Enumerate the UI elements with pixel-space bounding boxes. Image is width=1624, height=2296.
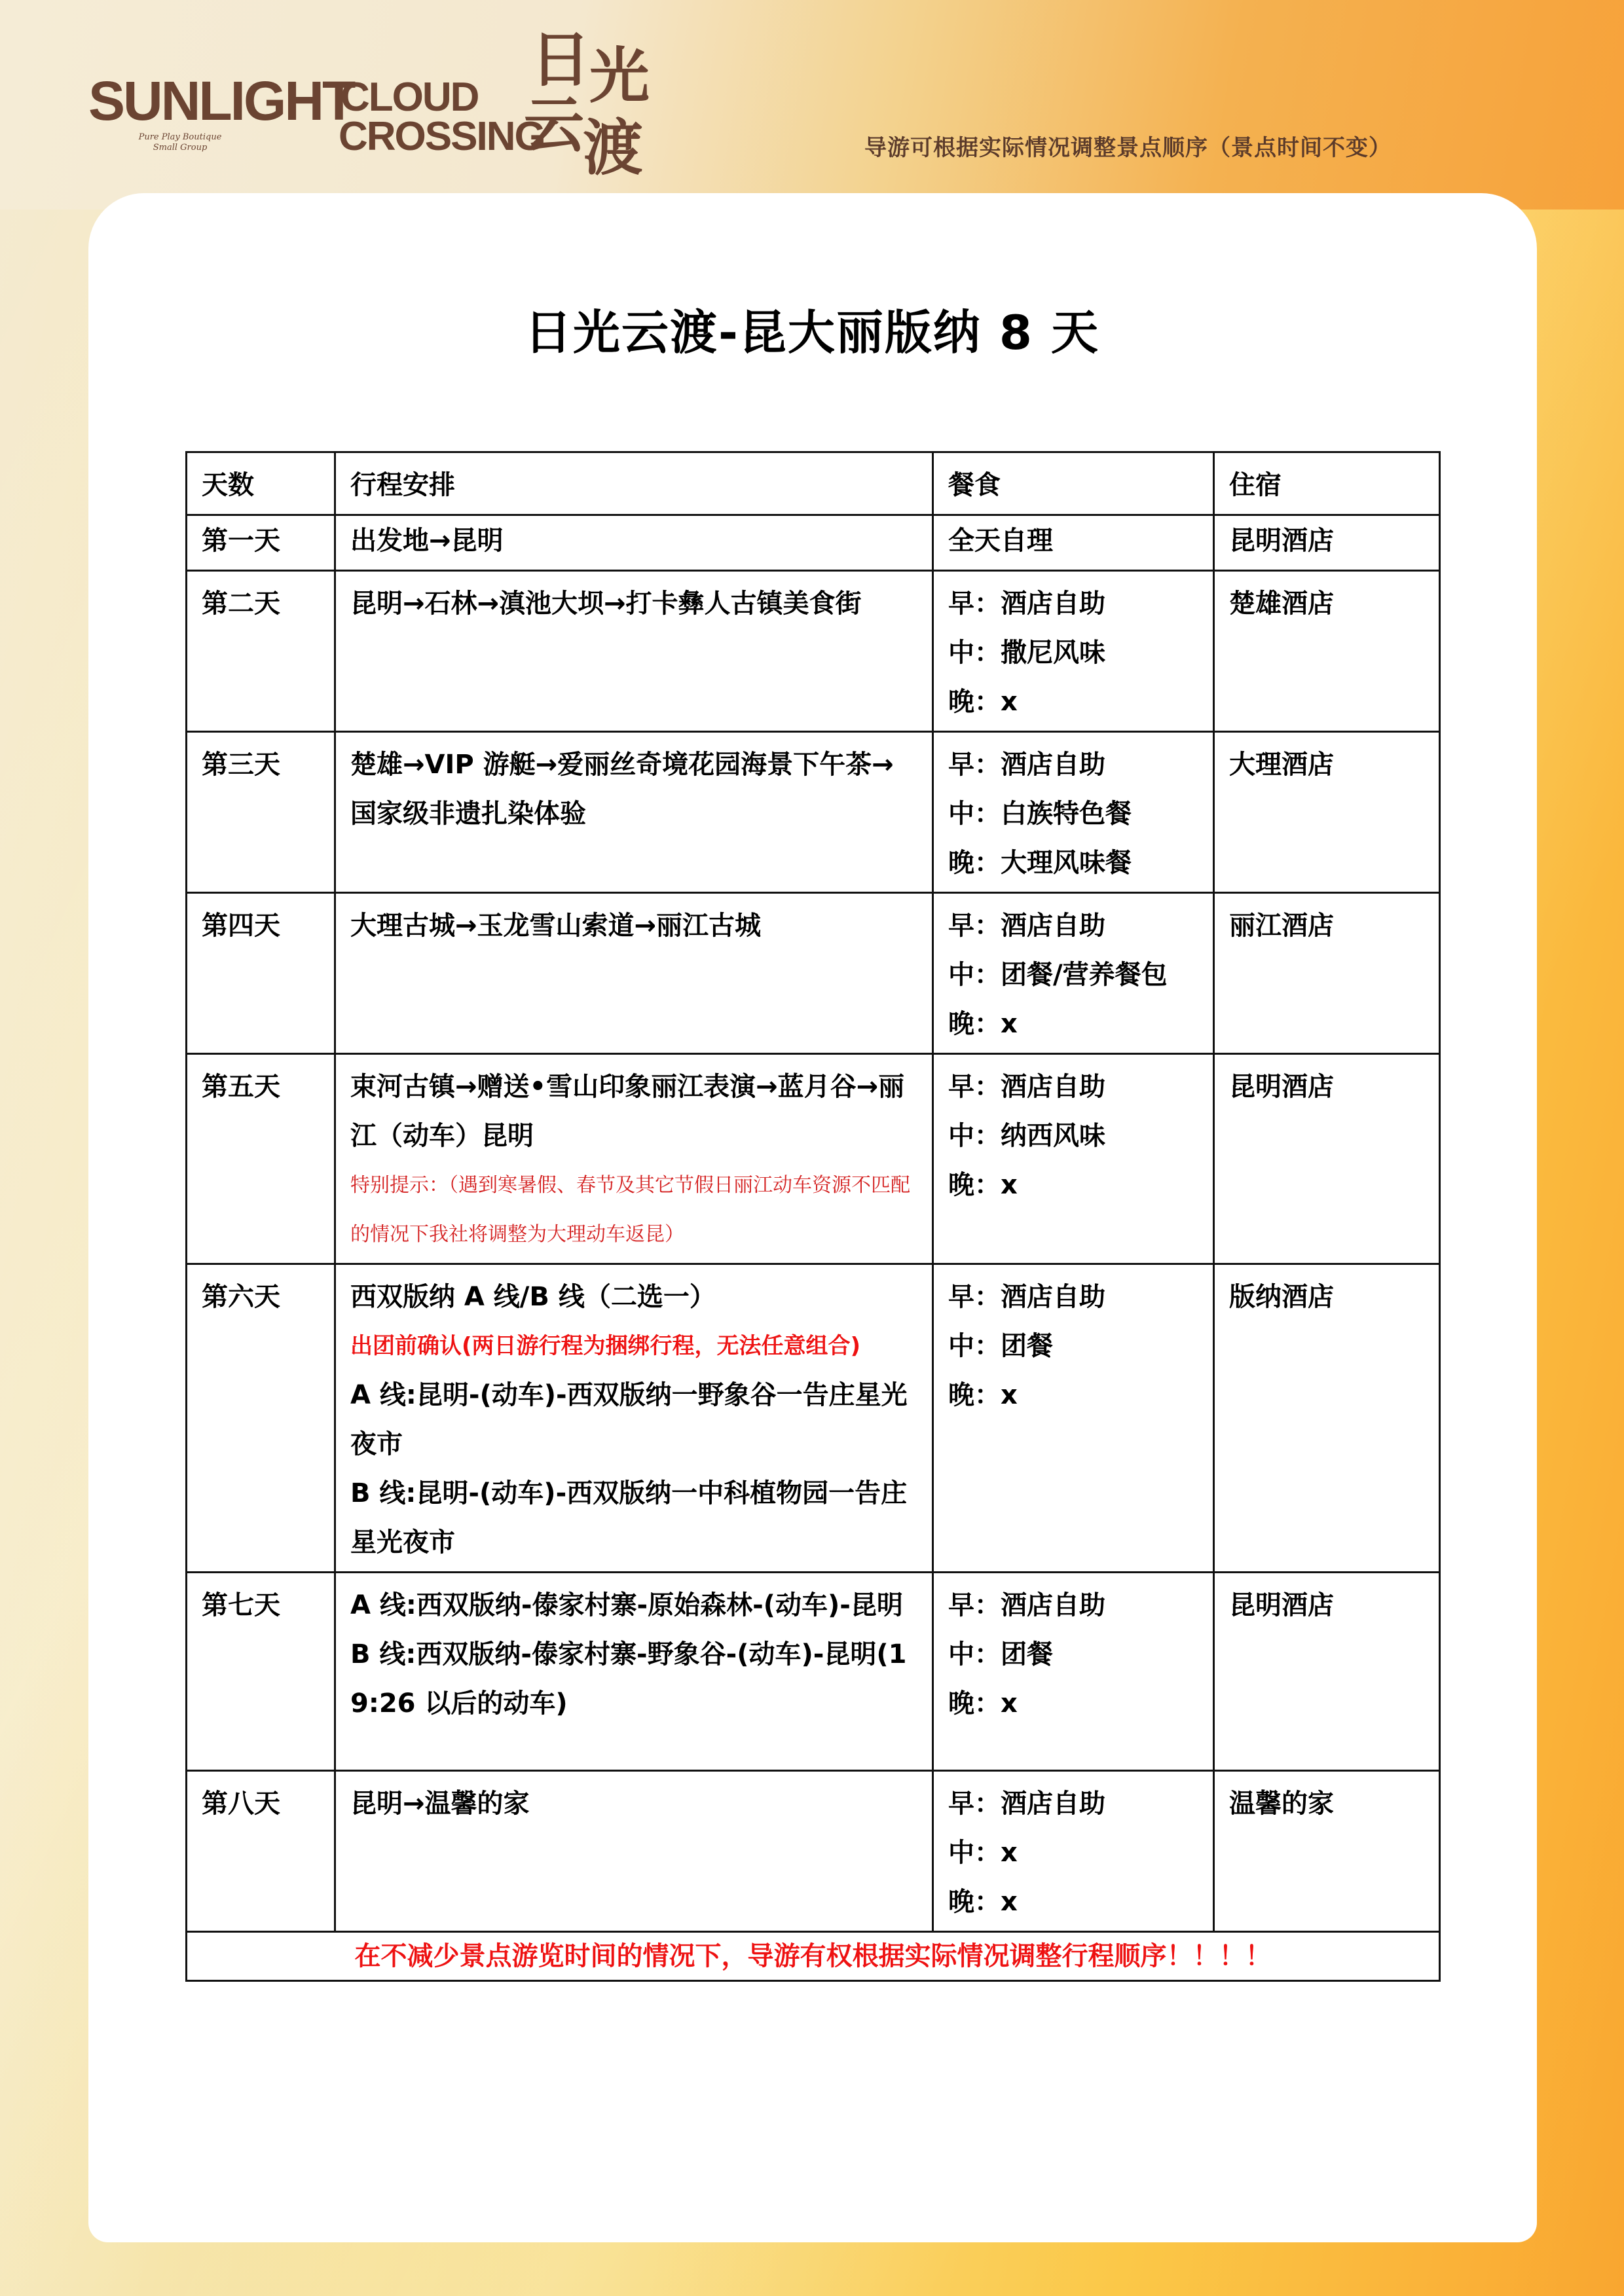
meal-breakfast: 早：酒店自助 xyxy=(948,1789,1105,1819)
meal-breakfast: 早：酒店自助 xyxy=(948,1590,1105,1620)
meals-cell xyxy=(933,1771,1214,1932)
itinerary-line-b: B 线:西双版纳-傣家村寨-野象谷-(动车)-昆明(19:26 以后的动车) xyxy=(350,1639,907,1719)
itinerary-line-a: A 线:昆明-(动车)-西双版纳一野象谷一告庄星光夜市 xyxy=(350,1380,908,1459)
day-label: 第三天 xyxy=(187,732,335,893)
itinerary-line: 昆明→温馨的家 xyxy=(350,1789,530,1819)
itinerary-line: 楚雄→VIP 游艇→爱丽丝奇境花园海景下午茶→国家级非遗扎染体验 xyxy=(350,750,894,829)
day-label: 第一天 xyxy=(187,515,335,571)
table-row xyxy=(187,515,1440,571)
column-header-hotel: 住宿 xyxy=(1214,452,1440,515)
table-row xyxy=(187,1771,1440,1932)
itinerary-line: 昆明→石林→滇池大坝→打卡彝人古镇美食街 xyxy=(350,589,862,619)
day-label: 第六天 xyxy=(187,1264,335,1573)
table-row xyxy=(187,1054,1440,1264)
meals-cell xyxy=(933,893,1214,1054)
meal-dinner: 晚：x xyxy=(948,687,1018,717)
itinerary-table xyxy=(185,451,1441,1982)
itinerary-line: 束河古镇→赠送•雪山印象丽江表演→蓝月谷→丽江（动车）昆明 xyxy=(350,1072,905,1151)
footer-warning: 在不减少景点游览时间的情况下，导游有权根据实际情况调整行程顺序！！！！ xyxy=(187,1932,1440,1981)
itinerary-cell xyxy=(335,1054,933,1264)
day-label: 第四天 xyxy=(187,893,335,1054)
logo-cn-char: 光 xyxy=(589,41,650,111)
logo-calligraphy xyxy=(524,20,661,190)
column-header-meals: 餐食 xyxy=(933,452,1214,515)
meals-cell xyxy=(933,1573,1214,1771)
meal-dinner: 晚：x xyxy=(948,1887,1018,1917)
table-header-row xyxy=(187,452,1440,515)
meal-line: 全天自理 xyxy=(948,526,1053,556)
table-row xyxy=(187,571,1440,732)
logo-cn-char: 渡 xyxy=(583,113,644,183)
hotel-cell: 昆明酒店 xyxy=(1214,1054,1440,1264)
meal-lunch: 中：团餐 xyxy=(948,1639,1053,1669)
itinerary-cell xyxy=(335,1573,933,1771)
table-row xyxy=(187,1264,1440,1573)
meal-lunch: 中：撒尼风味 xyxy=(948,638,1105,668)
meal-lunch: 中：x xyxy=(948,1838,1018,1868)
day-label: 第五天 xyxy=(187,1054,335,1264)
meal-dinner: 晚：大理风味餐 xyxy=(948,848,1132,878)
meal-dinner: 晚：x xyxy=(948,1380,1018,1410)
meal-dinner: 晚：x xyxy=(948,1170,1018,1200)
meal-breakfast: 早：酒店自助 xyxy=(948,911,1105,941)
meal-lunch: 中：团餐/营养餐包 xyxy=(948,960,1168,990)
hotel-cell: 昆明酒店 xyxy=(1214,1573,1440,1771)
meals-cell xyxy=(933,571,1214,732)
meals-cell xyxy=(933,1264,1214,1573)
meals-cell xyxy=(933,515,1214,571)
column-header-day: 天数 xyxy=(187,452,335,515)
table-row xyxy=(187,732,1440,893)
hotel-cell: 昆明酒店 xyxy=(1214,515,1440,571)
itinerary-cell xyxy=(335,732,933,893)
logo-tagline-line1: Pure Play Boutique xyxy=(138,132,222,142)
itinerary-cell xyxy=(335,1771,933,1932)
itinerary-cell xyxy=(335,515,933,571)
meal-lunch: 中：白族特色餐 xyxy=(948,799,1132,829)
meal-breakfast: 早：酒店自助 xyxy=(948,750,1105,780)
table-row xyxy=(187,893,1440,1054)
logo-text-cloud: CLOUD xyxy=(341,75,479,120)
hotel-cell: 丽江酒店 xyxy=(1214,893,1440,1054)
meal-breakfast: 早：酒店自助 xyxy=(948,1282,1105,1312)
logo-text-crossing: CROSSING xyxy=(339,114,545,159)
logo-cn-char: 日 xyxy=(530,24,591,95)
itinerary-line-a: A 线:西双版纳-傣家村寨-原始森林-(动车)-昆明 xyxy=(350,1590,903,1620)
meals-cell xyxy=(933,1054,1214,1264)
day-label: 第八天 xyxy=(187,1771,335,1932)
itinerary-cell xyxy=(335,1264,933,1573)
logo-tagline-line2: Small Group xyxy=(153,142,208,153)
hotel-cell: 版纳酒店 xyxy=(1214,1264,1440,1573)
hotel-cell: 大理酒店 xyxy=(1214,732,1440,893)
meal-dinner: 晚：x xyxy=(948,1009,1018,1039)
logo-text-sunlight: SUNLIGHT xyxy=(88,70,354,132)
meal-lunch: 中：纳西风味 xyxy=(948,1121,1105,1151)
meal-dinner: 晚：x xyxy=(948,1688,1018,1719)
table-footer-row xyxy=(187,1932,1440,1981)
header-notice: 导游可根据实际情况调整景点顺序（景点时间不变） xyxy=(864,135,1392,161)
meal-lunch: 中：团餐 xyxy=(948,1331,1053,1361)
meal-breakfast: 早：酒店自助 xyxy=(948,1072,1105,1102)
logo-tagline xyxy=(128,132,232,153)
itinerary-line-b: B 线:昆明-(动车)-西双版纳一中科植物园一告庄星光夜市 xyxy=(350,1478,908,1558)
meal-breakfast: 早：酒店自助 xyxy=(948,589,1105,619)
confirm-warning: 出团前确认(两日游行程为捆绑行程，无法任意组合) xyxy=(350,1333,861,1359)
itinerary-cell xyxy=(335,571,933,732)
special-note: 特别提示：（遇到寒暑假、春节及其它节假日丽江动车资源不匹配的情况下我社将调整为大理动车返昆） xyxy=(350,1174,910,1246)
brand-logo xyxy=(88,24,678,190)
column-header-itinerary: 行程安排 xyxy=(335,452,933,515)
logo-cn-char: 云 xyxy=(524,90,585,160)
meals-cell xyxy=(933,732,1214,893)
page-title: 日光云渡-昆大丽版纳 8 天 xyxy=(524,305,1100,360)
itinerary-cell xyxy=(335,893,933,1054)
hotel-cell: 温馨的家 xyxy=(1214,1771,1440,1932)
day-label: 第七天 xyxy=(187,1573,335,1771)
itinerary-line: 大理古城→玉龙雪山索道→丽江古城 xyxy=(350,911,762,941)
itinerary-title: 西双版纳 A 线/B 线（二选一） xyxy=(350,1282,716,1312)
table-row xyxy=(187,1573,1440,1771)
itinerary-line: 出发地→昆明 xyxy=(350,526,504,556)
hotel-cell: 楚雄酒店 xyxy=(1214,571,1440,732)
day-label: 第二天 xyxy=(187,571,335,732)
